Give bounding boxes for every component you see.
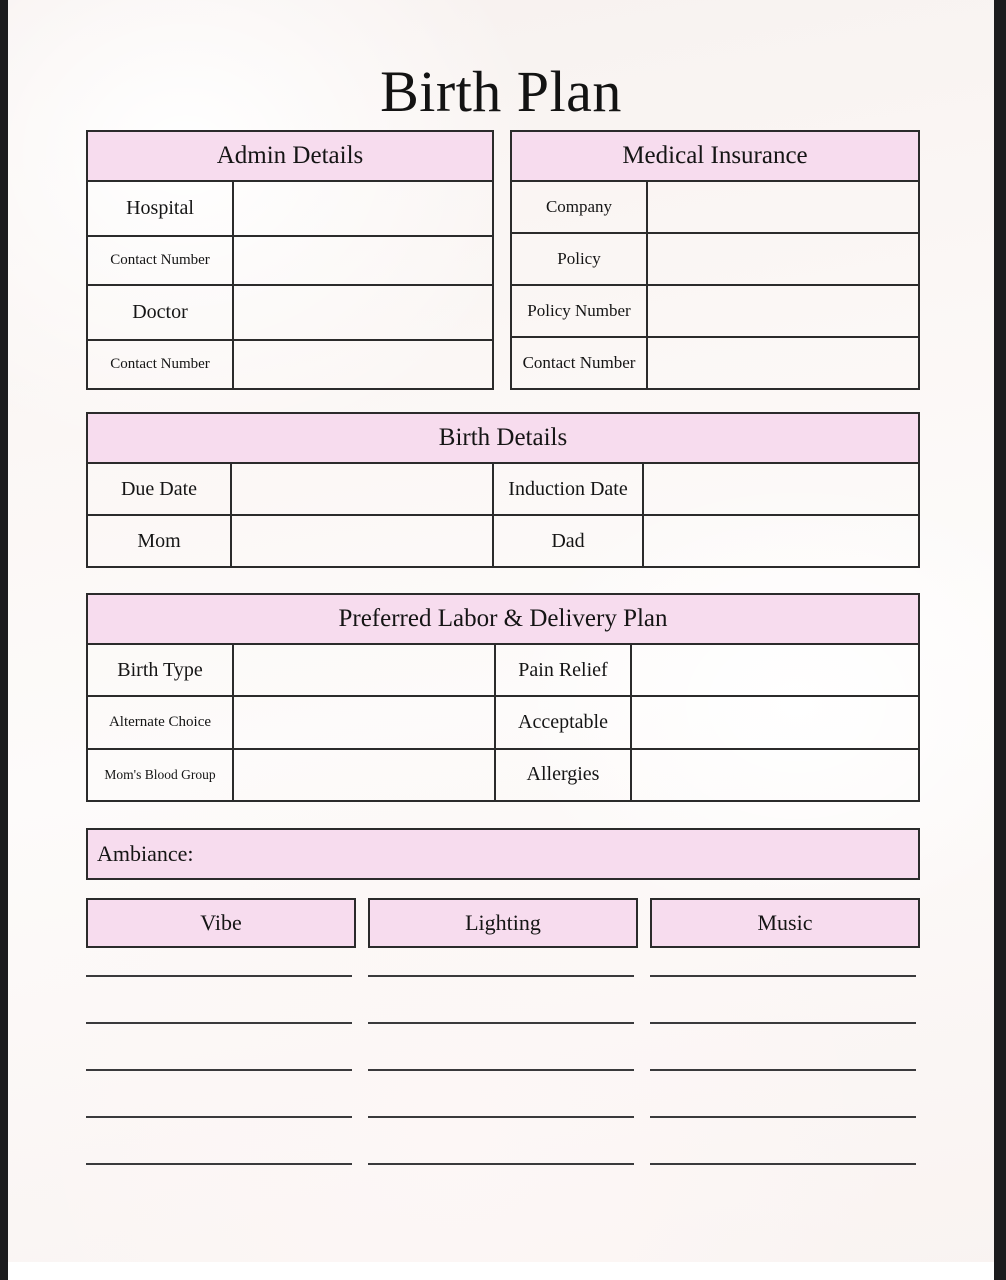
labor-value-moms-blood-group[interactable]: [234, 750, 496, 800]
writing-line[interactable]: [368, 1069, 634, 1071]
admin-label-doctor: Doctor: [88, 286, 234, 339]
birth-value-due-date[interactable]: [232, 464, 494, 514]
labor-label-birth-type: Birth Type: [88, 645, 234, 695]
ambiance-category-vibe[interactable]: Vibe: [86, 898, 356, 948]
writing-line[interactable]: [650, 975, 916, 977]
table-row: [88, 464, 918, 516]
labor-label-alternate-choice: Alternate Choice: [88, 697, 234, 747]
labor-label-allergies: Allergies: [496, 750, 632, 800]
page-title: Birth Plan: [380, 59, 622, 124]
birth-label-due-date: Due Date: [88, 464, 232, 514]
labor-label-moms-blood-group: Mom's Blood Group: [88, 750, 234, 800]
writing-line[interactable]: [650, 1022, 916, 1024]
labor-value-alternate-choice[interactable]: [234, 697, 496, 747]
insurance-label-policy: Policy: [512, 234, 648, 284]
admin-details-heading: Admin Details: [86, 130, 494, 182]
labor-value-allergies[interactable]: [632, 750, 918, 800]
table-row: [88, 516, 918, 566]
writing-line[interactable]: [650, 1069, 916, 1071]
section-labor-delivery-plan: [86, 593, 920, 802]
table-row: [88, 697, 918, 749]
admin-value-hospital-contact[interactable]: [234, 237, 492, 284]
page-sheet: [8, 0, 994, 1280]
writing-line[interactable]: [86, 975, 352, 977]
birth-label-dad: Dad: [494, 516, 644, 566]
writing-line[interactable]: [86, 1116, 352, 1118]
labor-plan-table: [86, 645, 920, 802]
admin-value-hospital[interactable]: [234, 182, 492, 235]
table-row: [88, 182, 492, 237]
insurance-value-policy-number[interactable]: [648, 286, 918, 336]
section-medical-insurance: [510, 130, 920, 390]
birth-value-mom[interactable]: [232, 516, 494, 566]
admin-label-doctor-contact: Contact Number: [88, 341, 234, 388]
table-row: [88, 237, 492, 286]
admin-label-hospital-contact: Contact Number: [88, 237, 234, 284]
writing-line[interactable]: [650, 1116, 916, 1118]
ambiance-lines-column-lighting: [368, 975, 634, 1165]
labor-label-acceptable: Acceptable: [496, 697, 632, 747]
ambiance-category-music[interactable]: Music: [650, 898, 920, 948]
birth-label-mom: Mom: [88, 516, 232, 566]
writing-line[interactable]: [86, 1163, 352, 1165]
admin-label-hospital: Hospital: [88, 182, 234, 235]
medical-insurance-table: [510, 182, 920, 390]
table-row: [88, 645, 918, 697]
labor-value-acceptable[interactable]: [632, 697, 918, 747]
writing-line[interactable]: [650, 1163, 916, 1165]
writing-line[interactable]: [86, 1022, 352, 1024]
admin-value-doctor-contact[interactable]: [234, 341, 492, 388]
birth-label-induction-date: Induction Date: [494, 464, 644, 514]
writing-line[interactable]: [368, 1163, 634, 1165]
section-admin-details: [86, 130, 494, 390]
labor-value-pain-relief[interactable]: [632, 645, 918, 695]
birth-value-dad[interactable]: [644, 516, 918, 566]
birth-details-heading: Birth Details: [86, 412, 920, 464]
admin-value-doctor[interactable]: [234, 286, 492, 339]
table-row: [512, 286, 918, 338]
admin-details-table: [86, 182, 494, 390]
section-birth-details: [86, 412, 920, 568]
insurance-label-contact-number: Contact Number: [512, 338, 648, 388]
insurance-label-policy-number: Policy Number: [512, 286, 648, 336]
table-row: [88, 341, 492, 388]
insurance-value-company[interactable]: [648, 182, 918, 232]
insurance-value-policy[interactable]: [648, 234, 918, 284]
ambiance-lines-column-music: [650, 975, 916, 1165]
ambiance-category-lighting[interactable]: Lighting: [368, 898, 638, 948]
ambiance-heading: Ambiance:: [86, 828, 920, 880]
birth-details-table: [86, 464, 920, 568]
insurance-value-contact-number[interactable]: [648, 338, 918, 388]
table-row: [88, 750, 918, 800]
labor-label-pain-relief: Pain Relief: [496, 645, 632, 695]
labor-plan-heading: Preferred Labor & Delivery Plan: [86, 593, 920, 645]
labor-value-birth-type[interactable]: [234, 645, 496, 695]
writing-line[interactable]: [368, 1116, 634, 1118]
table-row: [512, 182, 918, 234]
birth-value-induction-date[interactable]: [644, 464, 918, 514]
table-row: [512, 338, 918, 388]
writing-line[interactable]: [86, 1069, 352, 1071]
ambiance-lines-column-vibe: [86, 975, 352, 1165]
insurance-label-company: Company: [512, 182, 648, 232]
writing-line[interactable]: [368, 1022, 634, 1024]
writing-line[interactable]: [368, 975, 634, 977]
medical-insurance-heading: Medical Insurance: [510, 130, 920, 182]
table-row: [88, 286, 492, 341]
table-row: [512, 234, 918, 286]
